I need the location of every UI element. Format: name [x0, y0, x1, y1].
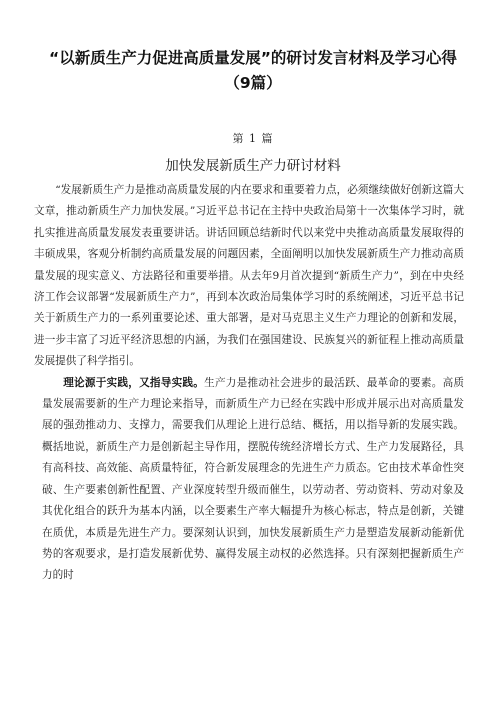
body-paragraph: [42, 373, 464, 587]
chapter-label: 第 1 篇: [232, 132, 274, 145]
document-title: “以新质生产力促进高质量发展”的研讨发言材料及学习心得（9篇）: [49, 49, 457, 92]
section-title: 加快发展新质生产力研讨材料: [165, 158, 341, 174]
body-paragraph: [34, 180, 464, 373]
paragraph-text: “发展新质生产力是推动高质量发展的内在要求和重要着力点，必须继续做好创新这篇大文章，推动新质生产力加快发展。”习近平总书记在主持中央政治局第十一次集体学习时，就扎实推进高质量发展发表重要讲话。讲话回顾总结新时代以来党中央推动高质量发展取得的丰硕成果，客观分析制约高质量发展的问题因素，全面阐明以加快发展新质生产力推动高质量发展的现实意义、方法路径和重要举措。从去年9月首次提到“新质生产力”，到在中央经济工作会议部署“发展新质生产力”，再到本次政治局集体学习时的系统阐述，习近平总书记关于新质生产力的一系列重要论述、重大部署，是对马克思主义生产力理论的创新和发展，进一步丰富了习近平经济思想的内涵，为我们在强国建设、民族复兴的新征程上推动高质量发展提供了科学指引。: [34, 184, 464, 368]
paragraph-lead: 理论源于实践，又指导实践。: [63, 376, 205, 389]
paragraph-text: 生产力是推动社会进步的最活跃、最革命的要素。高质量发展需要新的生产力理论来指导，而新质生产力已经在实践中形成并展示出对高质量发展的强劲推动力、支撑力，需要我们从理论上进行总结、概括，用以指导新的发展实践。概括地说，新质生产力是创新起主导作用，摆脱传统经济增长方式、生产力发展路径，具有高科技、高效能、高质量特征，符合新发展理念的先进生产力质态。它由技术革命性突破、生产要素创新性配置、产业深度转型升级而催生，以劳动者、劳动资料、劳动对象及其优化组合的跃升为基本内涵，以全要素生产率大幅提升为核心标志，特点是创新，关键在质优，本质是先进生产力。要深刻认识到，加快发展新质生产力是塑造发展新动能新优势的客观要求，是打造发展新优势、赢得发展主动权的必然选择。只有深刻把握新质生产力的时: [42, 376, 465, 582]
